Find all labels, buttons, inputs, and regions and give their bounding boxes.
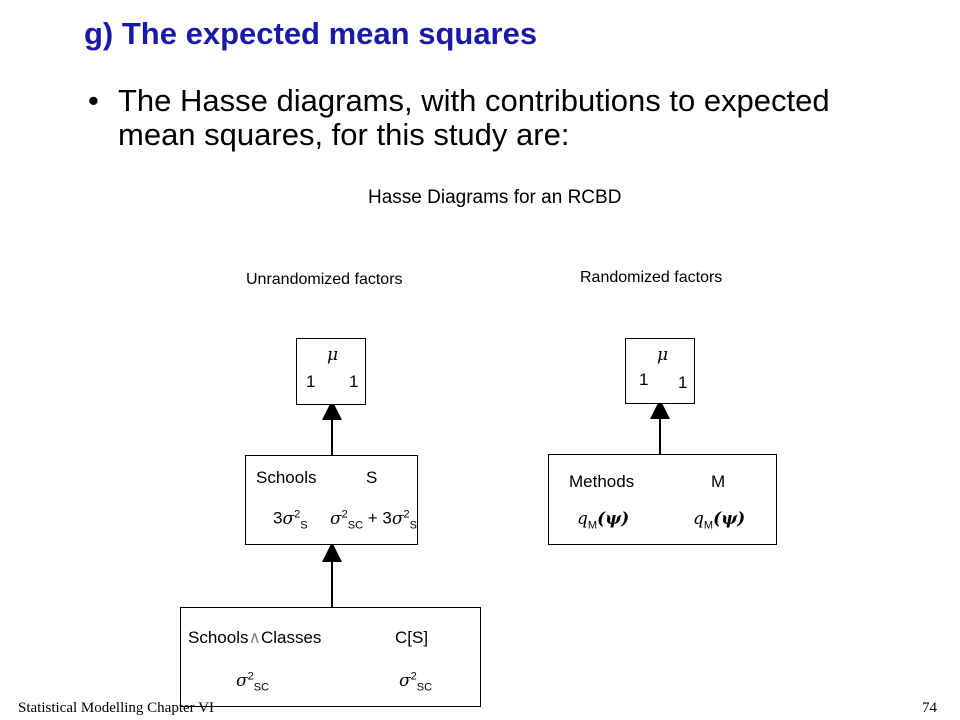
methods-box [548,454,777,545]
unrandomized-title: Unrandomized factors [246,271,403,288]
slide-heading: g) The expected mean squares [84,16,538,51]
methods-abbrev: M [711,472,726,491]
classes-ems: $\sigma^2_{SC}$ [399,670,433,694]
bullet-marker: • [88,83,99,118]
footer-course-title: Statistical Modelling Chapter VI [18,700,214,716]
mu-df-left: 1 [639,370,649,389]
methods-label: Methods [569,472,635,491]
rand-mu-box [625,338,695,404]
schools-contrib: $3\sigma^2_S$ [273,508,308,532]
mu-symbol: μ [657,345,669,365]
unrand-mu-box [296,338,366,405]
mu-df-right: 1 [349,372,359,391]
classes-contrib: $\sigma^2_{SC}$ [236,670,270,694]
methods-contrib: $q_M(\psi)$ [577,509,630,532]
mu-df-right: 1 [678,373,688,392]
bullet-text: The Hasse diagrams, with contributions to expected mean squares, for this study are: [118,83,830,152]
schools-abbrev: S [366,468,378,487]
schools-box [245,455,418,545]
diagram-title: Hasse Diagrams for an RCBD [368,187,622,208]
page-number: 74 [922,700,937,716]
methods-ems: $q_M(\psi)$ [693,509,746,532]
mu-symbol: μ [327,345,339,365]
classes-box [180,607,481,707]
schools-ems: $\sigma^2_{SC} + 3\sigma^2_S$ [330,508,417,532]
mu-df-left: 1 [306,372,316,391]
classes-label: Schools∧Classes [188,628,322,647]
classes-abbrev: C[S] [395,628,429,647]
schools-label: Schools [256,468,317,487]
randomized-title: Randomized factors [580,269,723,286]
